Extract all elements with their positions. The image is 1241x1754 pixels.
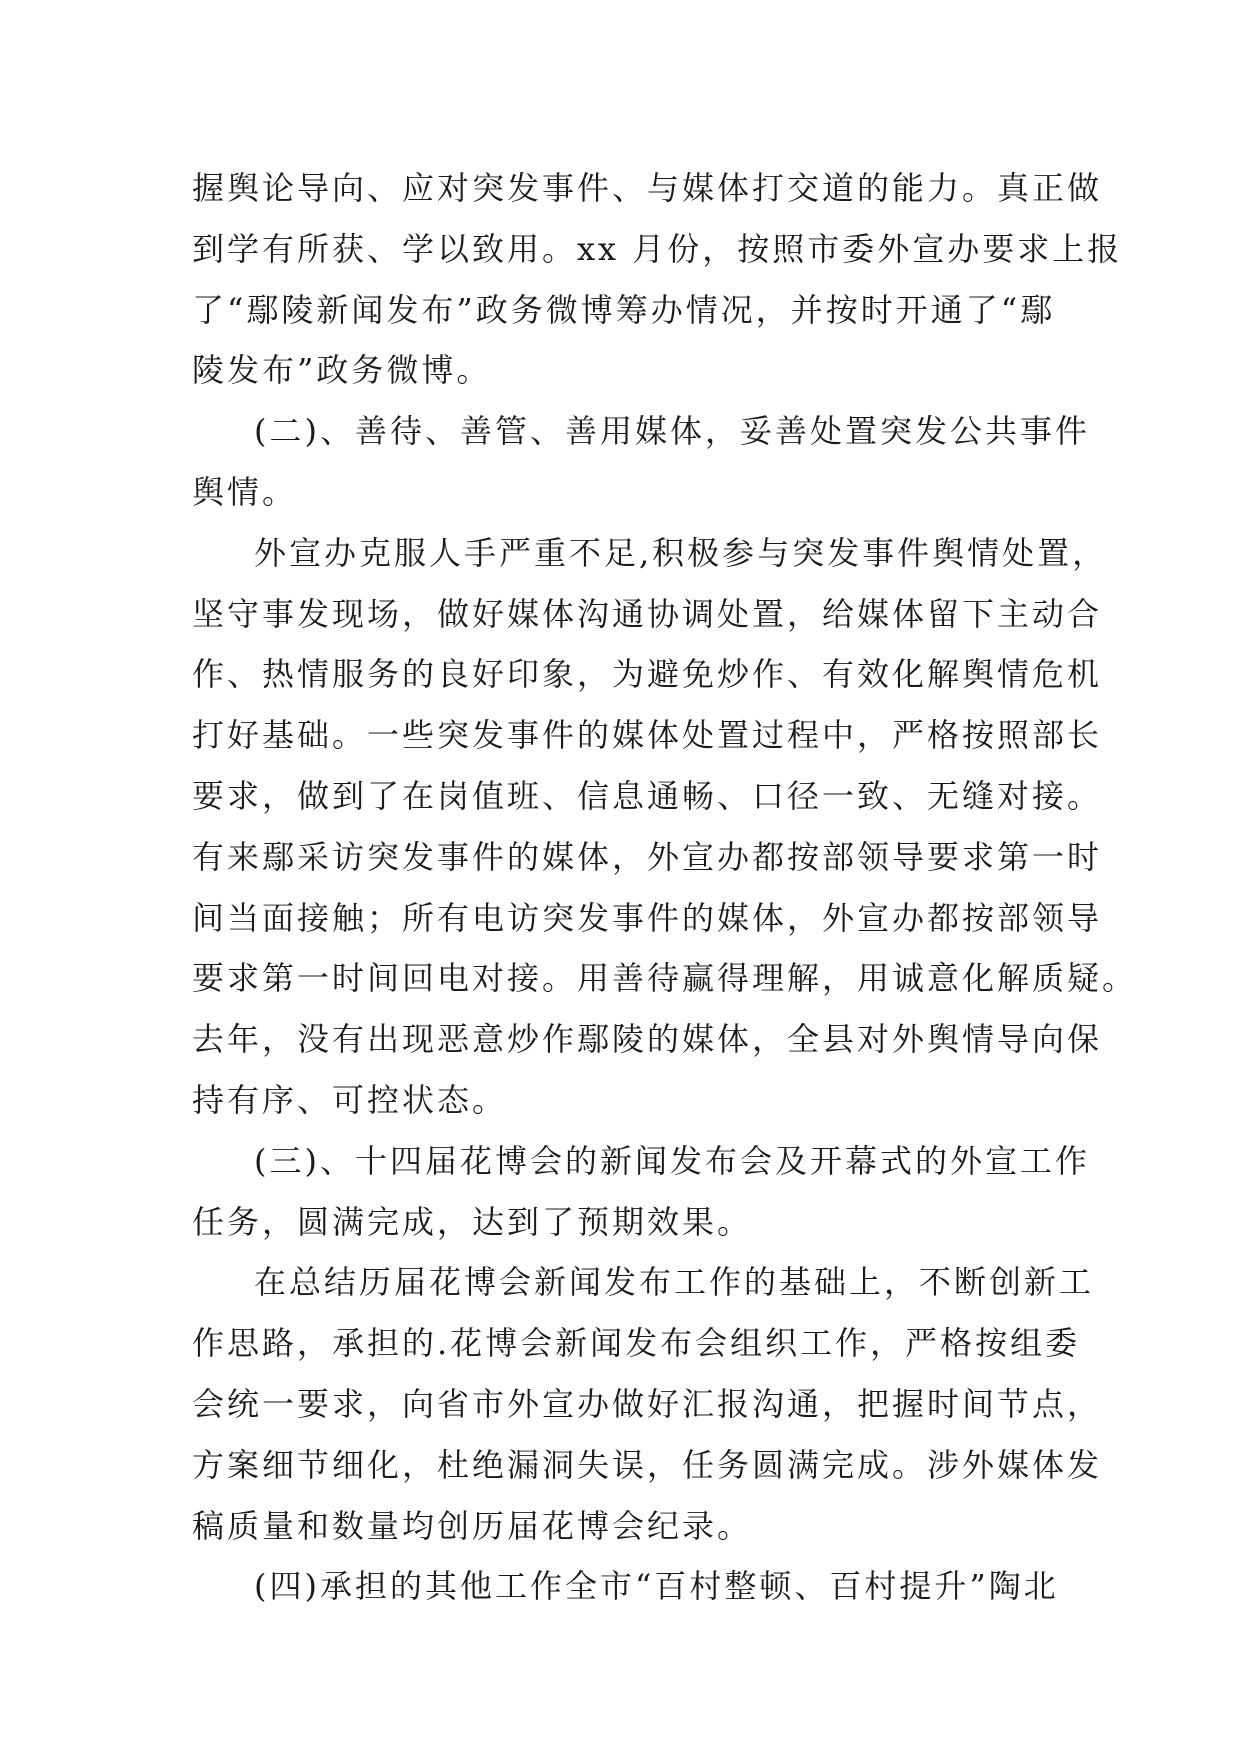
section-heading: (四)承担的其他工作全市“百村整顿、百村提升”陶北: [254, 1567, 1059, 1606]
text-line: 要求，做到了在岗值班、信息通畅、口径一致、无缝对接。: [192, 776, 1103, 815]
text-line: 要求第一时间回电对接。用善待赢得理解，用诚意化解质疑。: [192, 959, 1138, 998]
text-line: 陵发布”政务微博。: [192, 351, 492, 390]
section-heading: (三)、十四届花博会的新闻发布会及开幕式的外宣工作: [254, 1141, 1090, 1180]
text-line: 方案细节细化，杜绝漏洞失误，任务圆满完成。涉外媒体发: [192, 1445, 1103, 1484]
text-line: 舆情。: [192, 472, 298, 511]
text-line: 间当面接触；所有电访突发事件的媒体，外宣办都按部领导: [192, 898, 1103, 937]
text-line: 打好基础。一些突发事件的媒体处置过程中，严格按照部长: [192, 716, 1103, 755]
text-line: 有来鄢采访突发事件的媒体，外宣办都按部领导要求第一时: [192, 837, 1103, 876]
text-line: 稿质量和数量均创历届花博会纪录。: [192, 1506, 753, 1545]
text-line: 任务，圆满完成，达到了预期效果。: [192, 1202, 753, 1241]
text-line: 作、热情服务的良好印象，为避免炒作、有效化解舆情危机: [192, 655, 1103, 694]
text-line: 会统一要求，向省市外宣办做好汇报沟通，把握时间节点，: [192, 1384, 1103, 1423]
text-line: 了“鄢陵新闻发布”政务微博筹办情况，并按时开通了“鄢: [192, 290, 1056, 329]
section-heading: (二)、善待、善管、善用媒体，妥善处置突发公共事件: [254, 412, 1090, 451]
text-line: 去年，没有出现恶意炒作鄢陵的媒体，全县对外舆情导向保: [192, 1020, 1103, 1059]
text-line: 持有序、可控状态。: [192, 1080, 508, 1119]
text-line: 到学有所获、学以致用。xx 月份，按照市委外宣办要求上报: [192, 229, 1123, 268]
paragraph-start: 外宣办克服人手严重不足,积极参与突发事件舆情处置，: [254, 533, 1108, 572]
text-line: 握舆论导向、应对突发事件、与媒体打交道的能力。真正做: [192, 169, 1103, 207]
document-body: [192, 158, 1138, 1617]
text-line: 坚守事发现场，做好媒体沟通协调处置，给媒体留下主动合: [192, 594, 1103, 633]
paragraph-start: 在总结历届花博会新闻发布工作的基础上，不断创新工: [254, 1263, 1095, 1302]
text-line: 作思路，承担的.花博会新闻发布会组织工作，严格按组委: [192, 1324, 1081, 1363]
